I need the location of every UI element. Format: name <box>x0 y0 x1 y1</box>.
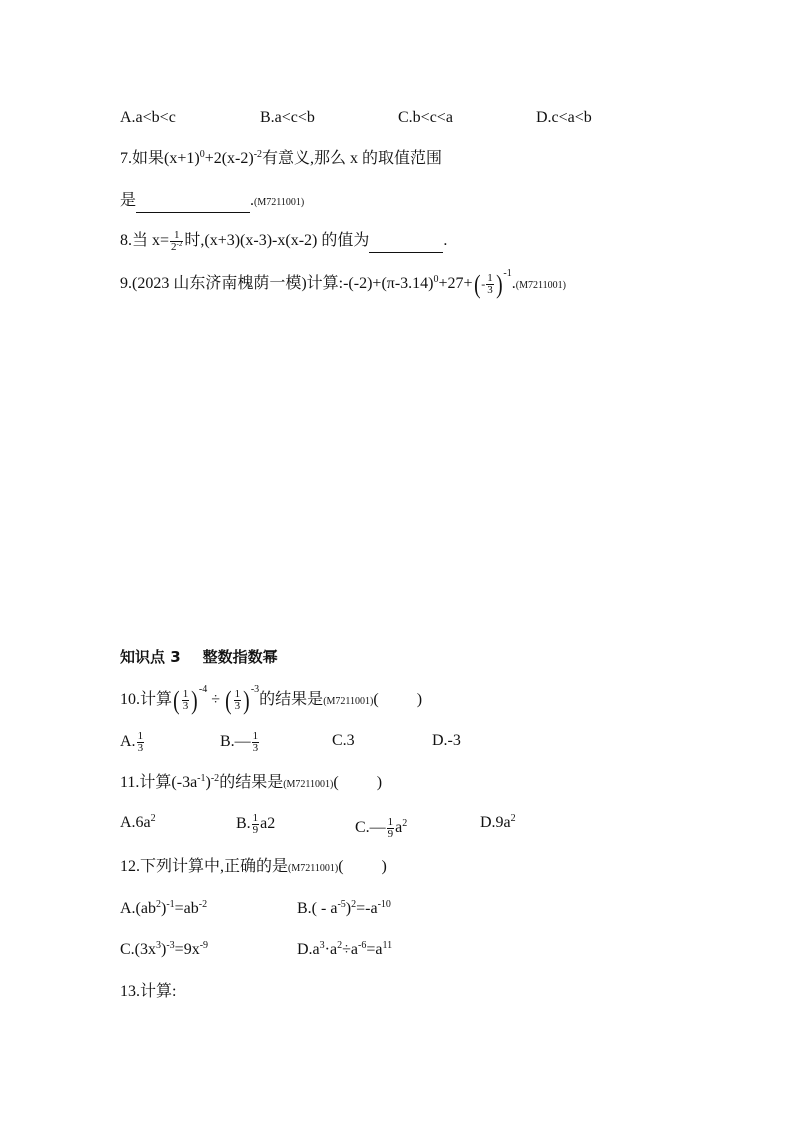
q8-fraction <box>170 230 183 253</box>
q8-answer-blank[interactable] <box>369 238 443 253</box>
q12-a-part1: A.(ab <box>120 900 156 917</box>
q10-option-b-label: B.— <box>220 733 251 751</box>
q10-paren-a-open: ( <box>173 685 180 715</box>
q7-answer-blank[interactable] <box>136 198 250 213</box>
q8-frac-den: 2 <box>171 241 177 253</box>
q10-prefix: 10.计算 <box>120 691 173 709</box>
q10-frac-b-num: 1 <box>234 688 241 700</box>
q10-options-row <box>120 731 540 755</box>
question-12 <box>120 857 387 879</box>
section-title: 整数指数幂 <box>202 648 278 666</box>
q11-exp-inner: -1 <box>197 773 206 784</box>
q12-b-part1: B.( - a <box>297 900 338 917</box>
q11-option-c-tail: a <box>395 819 403 837</box>
q8-prefix: 8.当 x= <box>120 232 170 250</box>
q6-options-row <box>120 108 620 128</box>
q12-option-c[interactable] <box>120 940 208 960</box>
q11-option-b[interactable] <box>236 813 275 836</box>
q7-mid: +2(x-2) <box>204 150 254 167</box>
q12-b-exp3: -10 <box>377 899 391 910</box>
q12-d-exp4: 11 <box>382 940 393 951</box>
q9-mid: +27+ <box>438 275 473 293</box>
q12-c-exp3: -9 <box>199 940 209 951</box>
q11-option-a-exp: 2 <box>150 813 156 824</box>
q10-option-a-label: A. <box>120 733 136 751</box>
q10-paren-b-close: ) <box>243 685 250 715</box>
q12-d-part2: ·a <box>324 941 338 958</box>
q6-option-c[interactable]: C.b<c<a <box>398 109 453 126</box>
q11-option-b-num: 1 <box>252 812 259 824</box>
q12-a-exp2: -1 <box>166 899 175 910</box>
q12-c-part2: ) <box>161 941 167 958</box>
q12-c-part1: C.(3x <box>120 941 156 958</box>
q10-option-a-fraction <box>137 731 145 754</box>
q11-option-a-label: A.6a <box>120 814 151 831</box>
question-13 <box>120 982 176 1002</box>
q12-option-a[interactable] <box>120 899 207 919</box>
q9-prefix: 9.(2023 山东济南槐荫一模)计算:-(-2)+(π-3.14) <box>120 275 434 293</box>
q11-option-c[interactable] <box>355 817 407 840</box>
q11-suffix: 的结果是 <box>219 774 284 791</box>
q9-frac-den: 3 <box>487 284 493 296</box>
q12-a-exp3: -2 <box>198 899 208 910</box>
q10-option-a-den: 3 <box>137 742 144 754</box>
question-11 <box>120 773 382 795</box>
q10-operator: ÷ <box>211 691 220 709</box>
q10-frac-b-den: 3 <box>234 700 241 712</box>
q12-bracket-close: ) <box>381 858 387 875</box>
q12-b-exp2: 2 <box>351 899 357 910</box>
question-7-line-2 <box>120 191 304 213</box>
q10-paren-a-close: ) <box>191 685 198 715</box>
q7-prefix: 7.如果(x+1) <box>120 150 200 167</box>
q10-option-d[interactable]: D.-3 <box>432 732 461 749</box>
q12-b-part2: ) <box>345 900 352 917</box>
q11-option-a[interactable] <box>120 813 156 833</box>
q12-a-part3: =ab <box>174 900 199 917</box>
q12-d-part3: ÷a <box>342 941 358 958</box>
q7-exp1: -2 <box>253 149 263 160</box>
q11-option-c-label: C.— <box>355 819 386 837</box>
q11-option-b-tail: a2 <box>260 815 276 833</box>
q12-options-row-2 <box>120 940 540 960</box>
q10-exp-b: -3 <box>250 684 260 696</box>
section-label: 知识点 3 <box>120 648 181 666</box>
q10-paren-b-open: ( <box>225 685 232 715</box>
q11-close: ) <box>205 774 211 791</box>
q12-code: (M7211001) <box>288 863 339 874</box>
q6-option-b[interactable]: B.a<c<b <box>260 109 315 126</box>
q9-frac-num: 1 <box>487 272 493 284</box>
q11-option-c-den: 9 <box>387 828 394 840</box>
q11-bracket-close: ) <box>376 774 383 791</box>
q12-b-exp1: -5 <box>337 899 346 910</box>
question-10 <box>120 684 423 715</box>
q11-option-d-exp: 2 <box>510 813 516 824</box>
q11-option-d-label: D.9a <box>480 814 511 831</box>
question-7 <box>120 149 442 169</box>
q10-fraction-a <box>182 689 190 712</box>
q11-option-b-fraction <box>252 813 260 836</box>
q7-suffix: 有意义,那么 x 的取值范围 <box>262 150 443 167</box>
q10-option-b[interactable] <box>220 731 260 754</box>
q10-option-a-num: 1 <box>137 730 144 742</box>
q11-option-b-label: B. <box>236 815 251 833</box>
q10-bracket-open: ( <box>373 691 379 709</box>
q11-option-c-num: 1 <box>387 816 394 828</box>
q11-option-b-den: 9 <box>252 824 259 836</box>
q10-bracket-close: ) <box>416 691 423 709</box>
q11-exp-outer: -2 <box>210 773 220 784</box>
q12-d-exp1: 3 <box>319 940 325 951</box>
q12-a-exp1: 2 <box>155 899 161 910</box>
q11-option-d[interactable] <box>480 813 516 833</box>
q8-end: . <box>443 232 448 250</box>
q12-bracket-open: ( <box>338 858 344 875</box>
q11-code: (M7211001) <box>283 779 334 790</box>
q7-code: (M7211001) <box>254 197 305 208</box>
q7-exp0: 0 <box>199 149 205 160</box>
q9-inner-sign: - <box>481 277 486 292</box>
q9-end: . <box>511 275 516 293</box>
q10-suffix: 的结果是 <box>259 691 324 709</box>
q12-d-part4: =a <box>366 941 383 958</box>
q7-line2-end: . <box>250 192 255 209</box>
q9-exp0: 0 <box>433 274 439 286</box>
q12-c-exp1: 3 <box>156 940 161 951</box>
q11-bracket-open: ( <box>333 774 339 791</box>
q10-frac-a-num: 1 <box>182 688 189 700</box>
q8-suffix: 时,(x+3)(x-3)-x(x-2) 的值为 <box>184 232 370 250</box>
q9-code: (M7211001) <box>515 280 566 292</box>
q13-text: 13.计算: <box>120 983 177 1000</box>
q12-c-exp2: -3 <box>166 940 175 951</box>
q11-prefix: 11.计算(-3a <box>120 774 198 791</box>
q8-frac-den-exp: -2 <box>176 240 183 248</box>
q6-option-d[interactable]: D.c<a<b <box>536 109 592 126</box>
q9-exp: -1 <box>503 268 512 280</box>
question-9 <box>120 268 566 299</box>
q10-option-b-fraction <box>252 731 260 754</box>
q10-option-c[interactable]: C.3 <box>332 732 355 749</box>
q10-frac-a-den: 3 <box>182 700 189 712</box>
q10-option-b-den: 3 <box>252 742 259 754</box>
q11-options-row <box>120 813 540 839</box>
q12-option-b[interactable] <box>297 899 391 919</box>
q12-text: 12.下列计算中,正确的是 <box>120 858 289 875</box>
q10-exp-a: -4 <box>198 684 208 696</box>
q11-option-c-exp: 2 <box>402 818 408 830</box>
q10-option-b-num: 1 <box>252 730 259 742</box>
q7-line2-start: 是 <box>120 192 137 209</box>
q12-b-part3: =-a <box>356 900 378 917</box>
q9-fraction <box>486 273 494 296</box>
q9-left-paren: ( <box>473 269 481 299</box>
q12-d-part1: D.a <box>297 941 320 958</box>
q10-code: (M7211001) <box>323 696 374 708</box>
question-8 <box>120 230 447 253</box>
q8-frac-num: 1 <box>170 230 183 242</box>
q12-c-part3: =9x <box>174 941 200 958</box>
q10-fraction-b <box>234 689 242 712</box>
q12-d-exp3: -6 <box>357 940 367 951</box>
q12-options-row-1 <box>120 899 540 919</box>
q12-a-part2: ) <box>160 900 167 917</box>
q12-option-d[interactable] <box>297 940 392 960</box>
q10-option-a[interactable] <box>120 731 145 754</box>
section-heading <box>120 647 278 667</box>
q6-option-a[interactable]: A.a<b<c <box>120 109 176 126</box>
q9-right-paren: ) <box>495 269 503 299</box>
q11-option-c-fraction <box>387 817 395 840</box>
q12-d-exp2: 2 <box>337 940 343 951</box>
